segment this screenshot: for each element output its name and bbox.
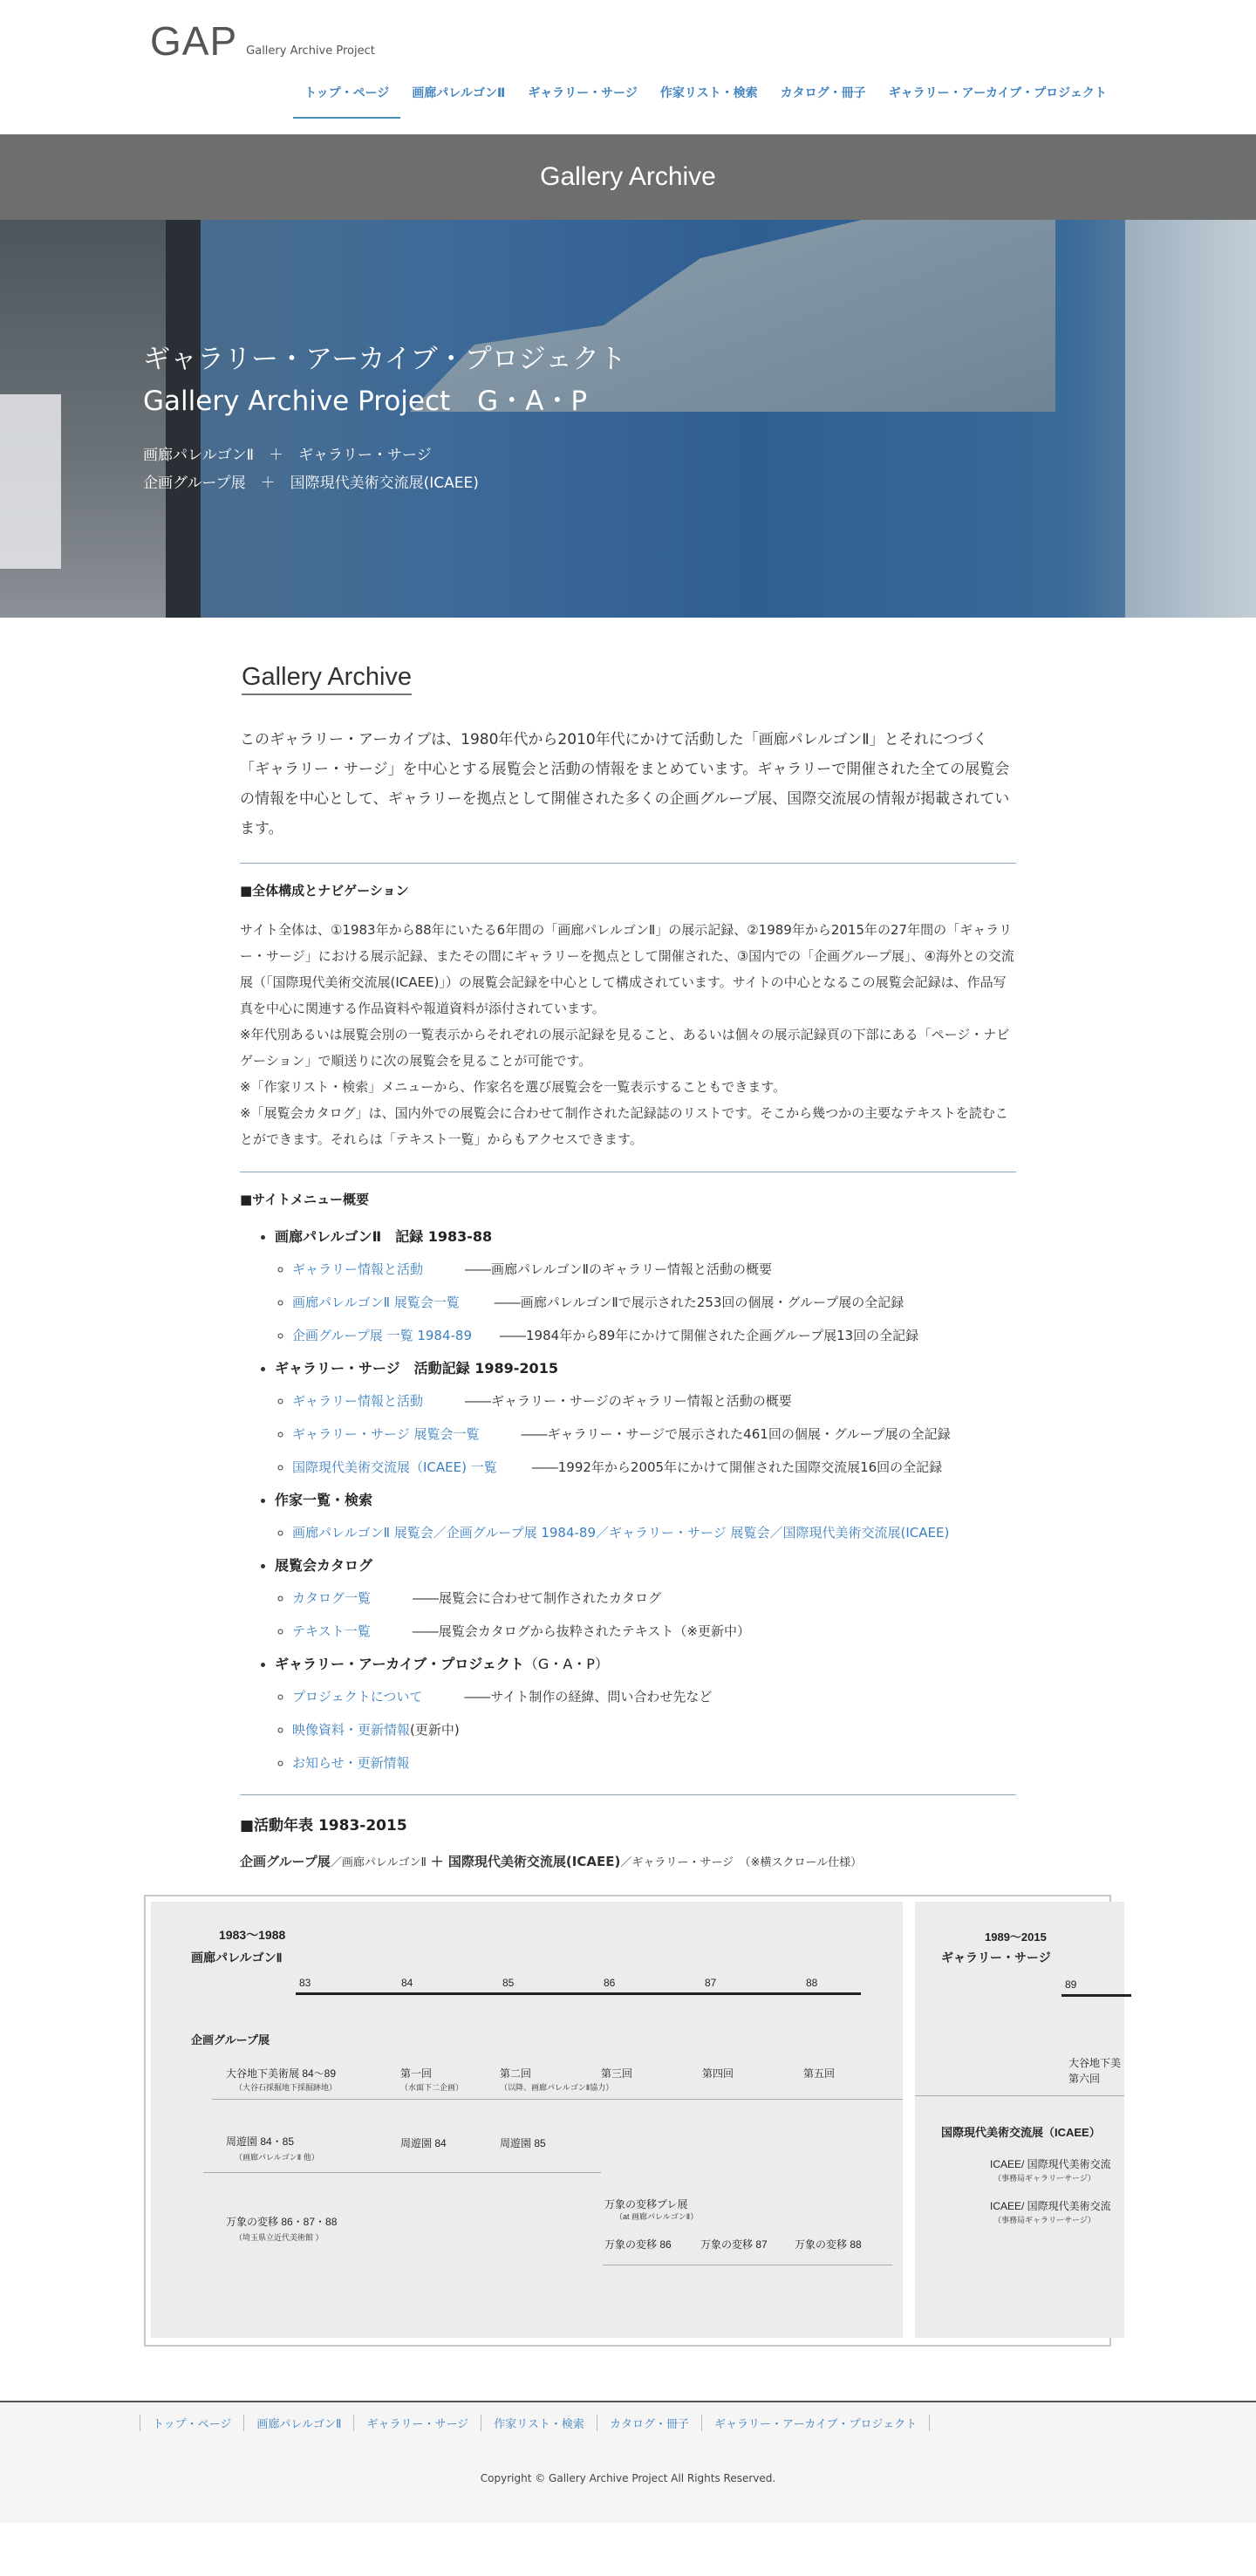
year-tick: 83 bbox=[299, 1977, 311, 1989]
year-tick: 89 bbox=[1065, 1978, 1077, 1991]
icaee-2-note: （事務局ギャラリーサージ） bbox=[993, 2216, 1096, 2224]
row-divider bbox=[915, 2095, 1124, 2096]
site-footer bbox=[0, 2401, 1256, 2523]
menu-item-desc: ――展覧会カタログから抜粋されたテキスト（※更新中） bbox=[412, 1623, 750, 1639]
parergon-years: 1983〜1988 bbox=[219, 1928, 286, 1942]
structure-heading: ■全体構成とナビゲーション bbox=[240, 883, 409, 899]
group-bansho: 万象の変移 86・87・88 bbox=[226, 2216, 338, 2228]
menu-item-desc: ――1992年から2005年にかけて開催された国際交流展16回の全記録 bbox=[531, 1459, 943, 1475]
menu-group-artists bbox=[275, 1489, 1016, 1545]
kikaku-heading: 企画グループ展 bbox=[191, 2033, 270, 2046]
link-icaee-list[interactable]: 国際現代美術交流展（ICAEE) 一覧 bbox=[292, 1459, 497, 1475]
menu-item bbox=[292, 1521, 1016, 1545]
nav-artist-search[interactable]: 作家リスト・検索 bbox=[659, 86, 758, 100]
nav-parergon[interactable]: 画廊パレルゴンⅡ bbox=[412, 86, 506, 100]
year-tick: 88 bbox=[806, 1977, 818, 1989]
menu-item-desc: ――1984年から89年にかけて開催された企画グループ展13回の全記録 bbox=[500, 1328, 919, 1343]
menu-item-desc: ――ギャラリー・サージで展示された461回の個展・グループ展の全記録 bbox=[521, 1426, 951, 1442]
footer-link-top[interactable]: トップ・ページ bbox=[140, 2415, 243, 2431]
oya-1: 第一回 bbox=[400, 2067, 433, 2080]
timeline-note bbox=[240, 1852, 1016, 1870]
menu-group-catalog bbox=[275, 1554, 1016, 1643]
menu-item bbox=[292, 1620, 1016, 1643]
menu-group-surge bbox=[275, 1357, 1016, 1479]
menu-overview-heading: ■サイトメニュー概要 bbox=[240, 1192, 369, 1207]
menu-group-label: 作家一覧・検索 bbox=[275, 1492, 373, 1508]
menu-item-desc: (更新中) bbox=[410, 1722, 460, 1738]
hero-title-line2: Gallery Archive Project G・A・P bbox=[143, 386, 588, 417]
nav-surge[interactable]: ギャラリー・サージ bbox=[528, 86, 638, 100]
link-news-updates[interactable]: お知らせ・更新情報 bbox=[292, 1755, 410, 1771]
menu-group-gap bbox=[275, 1653, 1016, 1775]
group-shuyuen: 周遊園 84・85 bbox=[226, 2135, 295, 2148]
icaee-1-note: （事務局ギャラリーサージ） bbox=[993, 2174, 1096, 2183]
group-oya-note: （大谷石採掘地下採掘跡地） bbox=[235, 2083, 338, 2092]
oya-2: 第二回 bbox=[500, 2067, 532, 2080]
timeline-axis bbox=[1061, 1994, 1131, 1997]
logo-mark[interactable]: GAP bbox=[150, 18, 238, 64]
menu-item-desc: ――展覧会に合わせて制作されたカタログ bbox=[413, 1590, 662, 1606]
link-group-exhibitions[interactable]: 企画グループ展 一覧 1984-89 bbox=[292, 1328, 473, 1343]
icaee-2: ICAEE/ 国際現代美術交流 bbox=[990, 2200, 1111, 2212]
footer-nav bbox=[140, 2415, 930, 2431]
bansho-pre: 万象の変移プレ展 bbox=[604, 2198, 688, 2210]
menu-item bbox=[292, 1291, 1016, 1315]
site-menu-tree bbox=[275, 1226, 1016, 1775]
shuyuen-85: 周遊園 85 bbox=[500, 2137, 546, 2149]
nav-top[interactable]: トップ・ページ bbox=[293, 84, 400, 119]
oya-3: 第三回 bbox=[601, 2067, 633, 2080]
year-tick: 86 bbox=[604, 1977, 616, 1989]
link-text-list[interactable]: テキスト一覧 bbox=[292, 1623, 371, 1639]
site-header bbox=[0, 0, 1256, 134]
menu-item-desc: ――ギャラリー・サージのギャラリー情報と活動の概要 bbox=[465, 1393, 792, 1409]
section-heading: Gallery Archive bbox=[242, 663, 412, 695]
menu-item-desc: ――サイト制作の経緯、問い合わせ先など bbox=[464, 1689, 713, 1705]
menu-item bbox=[292, 1258, 1016, 1281]
year-tick: 84 bbox=[401, 1977, 413, 1989]
menu-group-parergon bbox=[275, 1226, 1016, 1348]
menu-item-desc: ――画廊パレルゴンⅡのギャラリー情報と活動の概要 bbox=[465, 1261, 773, 1277]
structure-p4: ※「展覧会カタログ」は、国内外での展覧会に合わせて制作された記録誌のリストです。そこから幾つかの主要なテキストを読むことができます。それらは「テキスト一覧」からもアクセスできます。 bbox=[240, 1105, 1008, 1147]
surge-oya: 大谷地下美 bbox=[1068, 2057, 1122, 2069]
page-title: Gallery Archive bbox=[540, 162, 716, 191]
menu-item bbox=[292, 1685, 1016, 1709]
note-surge: ／ギャラリー・サージ （※横スクロール仕様） bbox=[620, 1856, 863, 1869]
menu-group-label bbox=[275, 1656, 609, 1672]
link-catalog-list[interactable]: カタログ一覧 bbox=[292, 1590, 372, 1606]
menu-item bbox=[292, 1324, 1016, 1348]
hero-text bbox=[143, 338, 626, 497]
copyright: Copyright © Gallery Archive Project All Rights Reserved. bbox=[480, 2472, 776, 2484]
footer-link-parergon[interactable]: 画廊パレルゴンⅡ bbox=[243, 2415, 353, 2431]
timeline-panel-parergon bbox=[151, 1902, 903, 2338]
footer-link-artists[interactable]: 作家リスト・検索 bbox=[481, 2415, 597, 2431]
menu-group-label-suffix: （G・A・P） bbox=[523, 1656, 609, 1672]
nav-gap[interactable]: ギャラリー・アーカイブ・プロジェクト bbox=[888, 86, 1107, 100]
main-nav bbox=[293, 84, 1118, 119]
menu-item bbox=[292, 1587, 1016, 1610]
hero-sign-board bbox=[0, 394, 61, 569]
menu-group-label: 展覧会カタログ bbox=[275, 1557, 373, 1574]
divider bbox=[240, 1794, 1016, 1795]
oya-2-note: （以降、画廊パレルゴンⅡ協力） bbox=[500, 2083, 614, 2092]
link-about-project[interactable]: プロジェクトについて bbox=[292, 1689, 423, 1705]
timeline-panel-surge bbox=[915, 1902, 1124, 2338]
timeline-heading: ■活動年表 1983-2015 bbox=[240, 1817, 407, 1835]
link-surge-exhibitions[interactable]: ギャラリー・サージ 展覧会一覧 bbox=[292, 1426, 480, 1442]
logo-subtitle: Gallery Archive Project bbox=[246, 44, 375, 58]
oya-5: 第五回 bbox=[803, 2067, 836, 2080]
link-parergon-info[interactable]: ギャラリー情報と活動 bbox=[292, 1261, 424, 1277]
menu-group-label: ギャラリー・サージ 活動記録 1989-2015 bbox=[275, 1360, 558, 1377]
note-group: 企画グループ展 bbox=[240, 1854, 331, 1869]
menu-item bbox=[292, 1456, 1016, 1479]
site-logo[interactable] bbox=[150, 18, 375, 64]
menu-item bbox=[292, 1752, 1016, 1775]
link-parergon-exhibitions[interactable]: 画廊パレルゴンⅡ 展覧会一覧 bbox=[292, 1295, 460, 1310]
link-video-updates[interactable]: 映像資料・更新情報 bbox=[292, 1722, 411, 1738]
row-divider bbox=[203, 2172, 601, 2173]
group-shuyuen-note: （画廊パレルゴンⅡ 他） bbox=[235, 2153, 319, 2162]
menu-item-desc: ――画廊パレルゴンⅡで展示された253回の個展・グループ展の全記録 bbox=[494, 1295, 904, 1310]
surge-oya-6: 第六回 bbox=[1068, 2073, 1101, 2085]
icaee-heading: 国際現代美術交流展（ICAEE） bbox=[941, 2126, 1101, 2139]
group-oya: 大谷地下美術展 84〜89 bbox=[226, 2067, 337, 2080]
year-tick: 87 bbox=[705, 1977, 717, 1989]
bansho-88: 万象の変移 88 bbox=[795, 2238, 862, 2251]
group-bansho-note: （埼玉県立近代美術館 ） bbox=[235, 2233, 324, 2242]
oya-1-note: （水面下二企画） bbox=[400, 2083, 464, 2092]
oya-4: 第四回 bbox=[702, 2067, 734, 2080]
note-parergon: ／画廊パレルゴンⅡ bbox=[330, 1856, 427, 1869]
note-icaee: ＋ 国際現代美術交流展(ICAEE) bbox=[430, 1854, 621, 1869]
main-content bbox=[240, 618, 1016, 1870]
nav-catalog[interactable]: カタログ・冊子 bbox=[780, 86, 866, 100]
bansho-86: 万象の変移 86 bbox=[604, 2238, 672, 2251]
menu-item bbox=[292, 1423, 1016, 1446]
surge-years: 1989〜2015 bbox=[985, 1930, 1047, 1944]
footer-link-surge[interactable]: ギャラリー・サージ bbox=[353, 2415, 481, 2431]
footer-link-catalog[interactable]: カタログ・冊子 bbox=[597, 2415, 701, 2431]
hero-title-line1: ギャラリー・アーカイブ・プロジェクト bbox=[143, 344, 626, 375]
link-surge-info[interactable]: ギャラリー情報と活動 bbox=[292, 1393, 424, 1409]
divider bbox=[240, 863, 1016, 864]
parergon-name: 画廊パレルゴンⅡ bbox=[191, 1951, 283, 1964]
surge-name: ギャラリー・サージ bbox=[941, 1951, 1051, 1964]
year-tick: 85 bbox=[502, 1977, 515, 1989]
bansho-87: 万象の変移 87 bbox=[700, 2238, 768, 2251]
structure-p3: ※「作家リスト・検索」メニューから、作家名を選び展覧会を一覧表示することもできます。 bbox=[240, 1079, 787, 1095]
icaee-1: ICAEE/ 国際現代美術交流 bbox=[990, 2158, 1111, 2170]
menu-group-label-text: ギャラリー・アーカイブ・プロジェクト bbox=[275, 1656, 524, 1672]
menu-group-label: 画廊パレルゴンⅡ 記録 1983-88 bbox=[275, 1228, 493, 1245]
hero-right-panel bbox=[1125, 220, 1256, 618]
hero-sub-line2: 企画グループ展 ＋ 国際現代美術交流展(ICAEE) bbox=[143, 475, 479, 492]
menu-item bbox=[292, 1390, 1016, 1413]
structure-p1: サイト全体は、①1983年から88年にいたる6年間の「画廊パレルゴンⅡ」の展示記録、②1989年から2015年の27年間の「ギャラリー・サージ」における展示記録、またその間にギャラリーを拠点として開催された、③国内での「企画グループ展」、④海外との交流展（「国際現代美術交流展(ICAEE)」）の展覧会記録を中心として構成されています。サイトの中心となるこの展覧会記録は、作品写真を中心に関連する作品資料や報道資料が添付されています。 bbox=[240, 922, 1014, 1016]
page-title-band bbox=[0, 134, 1256, 220]
menu-item bbox=[292, 1718, 1016, 1742]
intro-text: このギャラリー・アーカイブは、1980年代から2010年代にかけて活動した「画廊パレルゴンⅡ」とそれにつづく「ギャラリー・サージ」を中心とする展覧会と活動の情報をまとめています。ギャラリーで開催された全ての展覧会の情報を中心として、ギャラリーを拠点として開催された多くの企画グループ展、国際交流展の情報が掲載されています。 bbox=[240, 731, 1010, 837]
timeline-axis bbox=[296, 1992, 861, 1995]
timeline-scroll-area[interactable] bbox=[144, 1895, 1122, 2347]
link-artist-search[interactable]: 画廊パレルゴンⅡ 展覧会／企画グループ展 1984-89／ギャラリー・サージ 展覧会／国際現代美術交流展(ICAEE) bbox=[292, 1525, 950, 1541]
bansho-pre-note: （at 画廊パレルゴンⅡ） bbox=[615, 2212, 699, 2221]
shuyuen-84: 周遊園 84 bbox=[400, 2137, 447, 2149]
footer-link-gap[interactable]: ギャラリー・アーカイブ・プロジェクト bbox=[701, 2415, 930, 2431]
hero-sub-line1: 画廊パレルゴンⅡ ＋ ギャラリー・サージ bbox=[143, 447, 432, 464]
hero-image bbox=[0, 220, 1256, 618]
row-divider bbox=[212, 2099, 903, 2100]
structure-p2: ※年代別あるいは展覧会別の一覧表示からそれぞれの展示記録を見ること、あるいは個々の展示記録頁の下部にある「ページ・ナビゲーション」で順送りに次の展覧会を見ることが可能です。 bbox=[240, 1027, 1010, 1069]
